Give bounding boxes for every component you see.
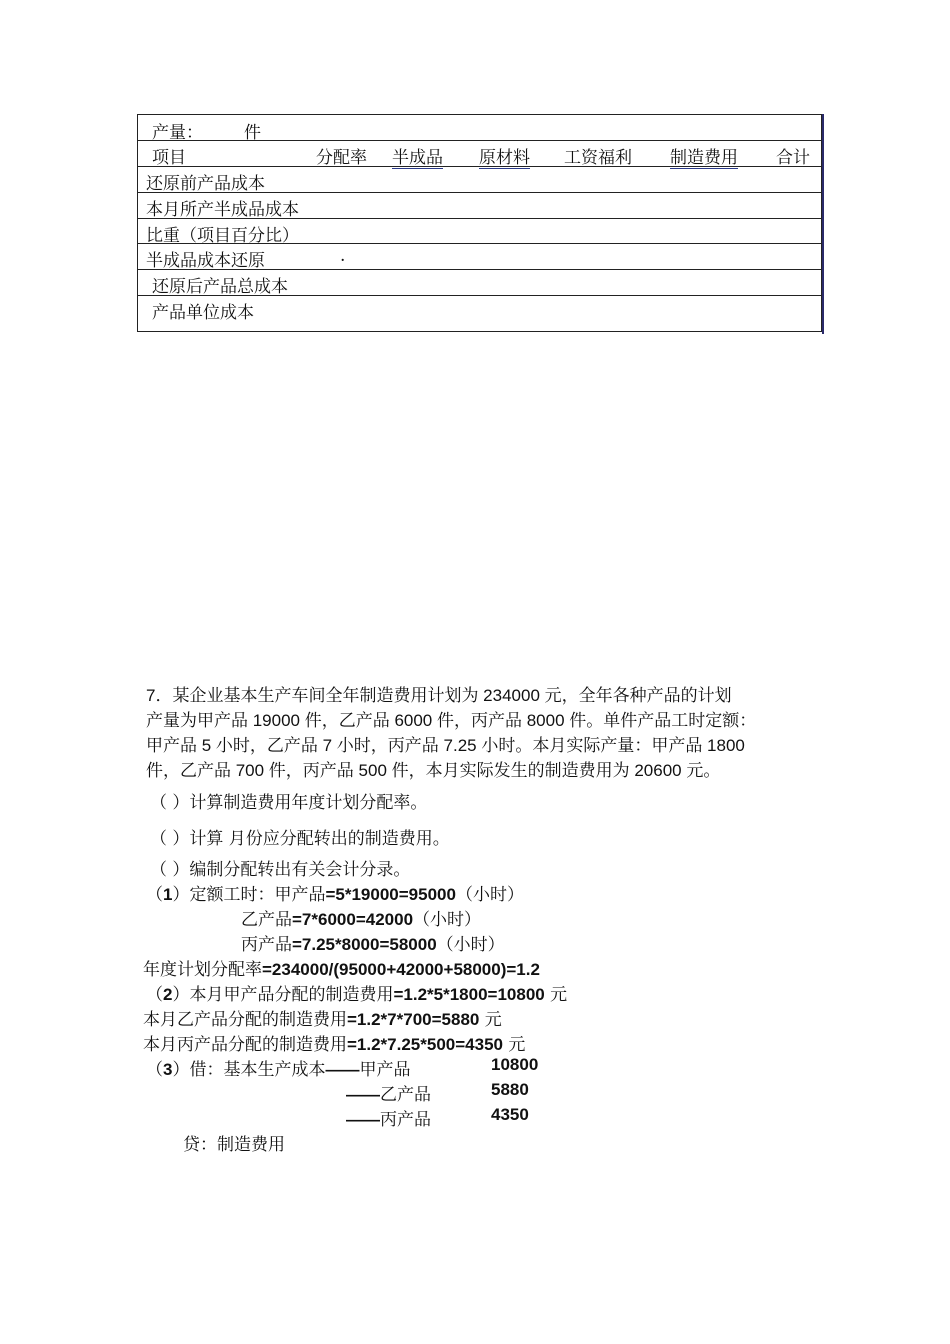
header-item: 项目: [152, 148, 186, 168]
dash: ——: [346, 1085, 380, 1104]
formula: =7.25*8000=58000: [292, 935, 437, 954]
dash: ——: [325, 1060, 360, 1079]
table-row: [138, 166, 821, 193]
dash: ——: [346, 1110, 380, 1129]
paren: （: [146, 1060, 163, 1080]
paren: （: [146, 885, 163, 905]
credit-line: 贷：制造费用: [183, 1135, 285, 1155]
header-wage: 工资福利: [564, 148, 632, 168]
unit: （小时）: [455, 885, 524, 905]
answer-2-line: [146, 980, 567, 1005]
table-row: [138, 295, 821, 332]
subquestion-3: （ ）编制分配转出有关会计分录。: [150, 860, 411, 880]
row-label: 产品单位成本: [152, 303, 254, 323]
paren: （: [146, 985, 163, 1005]
quantity-label: 产量：: [152, 123, 203, 143]
row-label: 还原后产品总成本: [152, 277, 288, 297]
header-raw-material: 原材料: [479, 143, 530, 169]
unit: （小时）: [413, 910, 482, 930]
question-line-1: 7．某企业基本生产车间全年制造费用计划为 234000 元，全年各种产品的计划: [146, 686, 732, 705]
product-label: 丙产品: [380, 1110, 431, 1130]
unit: 元: [484, 1010, 502, 1030]
header-total: 合计: [776, 148, 810, 168]
answer-text: ）借：基本生产成本: [172, 1060, 326, 1080]
answer-1-line: [146, 880, 524, 905]
table-row: [138, 269, 821, 296]
formula: =234000/(95000+42000+58000)=1.2: [262, 960, 540, 979]
debit-line-yi: [346, 1080, 431, 1105]
answer-number: 3: [163, 1060, 173, 1079]
unit-label: 件: [244, 123, 261, 143]
formula: =7*6000=42000: [292, 910, 414, 929]
product-label: 乙产品: [380, 1085, 431, 1105]
product-label: 甲产品: [359, 1060, 411, 1080]
header-rate: 分配率: [316, 148, 367, 168]
debit-line-bing: [346, 1105, 431, 1130]
product-label: 丙产品: [241, 935, 292, 955]
unit: 元: [508, 1035, 526, 1055]
table-right-border: [822, 114, 824, 334]
answer-3-line: [146, 1055, 410, 1080]
formula: =5*19000=95000: [325, 885, 456, 904]
answer-text: 本月丙产品分配的制造费用: [143, 1035, 347, 1055]
debit-amount-bing: 4350: [491, 1105, 529, 1124]
formula: =1.2*7*700=5880: [347, 1010, 480, 1029]
rate-label: 年度计划分配率: [143, 960, 262, 980]
table-row: [138, 243, 821, 270]
debit-amount-jia: 10800: [491, 1055, 539, 1074]
product-label: 乙产品: [241, 910, 292, 930]
table-header-row: [138, 140, 821, 167]
table-row-quantity: [138, 115, 821, 141]
answer-number: 2: [163, 985, 173, 1004]
debit-amount-yi: 5880: [491, 1080, 529, 1099]
answer-text: ）定额工时：甲产品: [172, 885, 326, 905]
unit: 元: [550, 985, 568, 1005]
answer-1c-line: [241, 930, 505, 955]
question-line-4: 件，乙产品 700 件，丙产品 500 件，本月实际发生的制造费用为 20600 元。: [146, 761, 721, 780]
answer-1b-line: [241, 905, 481, 930]
answer-text: 本月乙产品分配的制造费用: [143, 1010, 347, 1030]
header-overhead: 制造费用: [670, 143, 738, 169]
answer-2c-line: [143, 1030, 525, 1055]
subquestion-2: （ ）计算 月份应分配转出的制造费用。: [150, 829, 450, 849]
row-dot: .: [340, 246, 346, 266]
question-line-3: 甲产品 5 小时，乙产品 7 小时，丙产品 7.25 小时。本月实际产量：甲产品 1800: [146, 736, 745, 755]
unit: （小时）: [436, 935, 505, 955]
answer-text: ）本月甲产品分配的制造费用: [172, 985, 394, 1005]
table-row: [138, 218, 821, 244]
row-label: 比重（项目百分比）: [146, 226, 299, 246]
question-line-2: 产量为甲产品 19000 件，乙产品 6000 件，丙产品 8000 件。单件产品工时定额：: [146, 711, 757, 730]
formula: =1.2*5*1800=10800: [393, 985, 545, 1004]
table-row: [138, 192, 821, 219]
row-label: 半成品成本还原: [146, 251, 265, 271]
answer-2b-line: [143, 1005, 502, 1030]
header-semi-product: 半成品: [392, 143, 443, 169]
cost-restoration-table: [137, 114, 822, 332]
answer-number: 1: [163, 885, 173, 904]
row-label: 本月所产半成品成本: [146, 200, 299, 220]
subquestion-1: （ ）计算制造费用年度计划分配率。: [150, 793, 428, 813]
rate-line: [143, 955, 540, 980]
formula: =1.2*7.25*500=4350: [347, 1035, 503, 1054]
row-label: 还原前产品成本: [146, 174, 265, 194]
